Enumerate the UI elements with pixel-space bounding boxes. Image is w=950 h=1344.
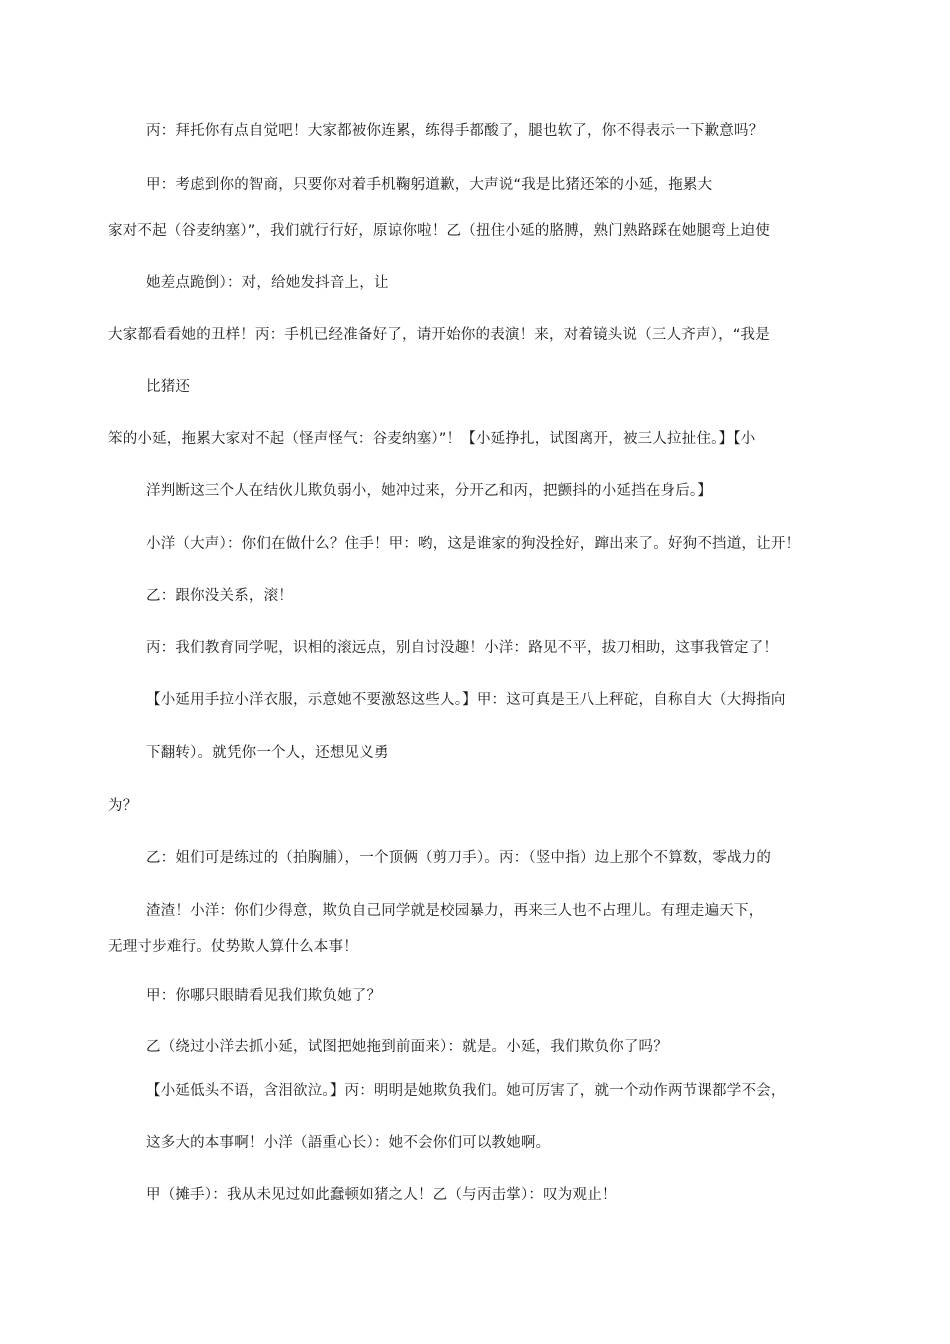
text-line: 大家都看看她的丑样！丙：手机已经准备好了，请开始你的表演！来，对着镜头说（三人齐声），“我是	[108, 327, 770, 343]
text-line: 甲：考虑到你的智商，只要你对着手机鞠躬道歉，大声说“我是比猪还笨的小延，拖累大	[146, 177, 713, 193]
text-line: 无理寸步难行。仗势欺人算什么本事！	[108, 939, 358, 955]
text-line: 为？	[108, 798, 138, 814]
text-line: 渣渣！小洋：你们少得意，欺负自己同学就是校园暴力，再来三人也不占理儿。有理走遍天下，	[146, 903, 764, 919]
text-line: 她差点跪倒）：对，给她发抖音上，让	[146, 275, 389, 291]
text-line: 洋判断这三个人在结伙儿欺负弱小，她冲过来，分开乙和丙，把颤抖的小延挡在身后。】	[146, 483, 713, 499]
text-line: 乙（绕过小洋去抓小延，试图把她拖到前面来）：就是。小延，我们欺负你了吗？	[146, 1039, 668, 1055]
text-line: 丙：我们教育同学呢，识相的滚远点，别自讨没趣！小洋：路见不平，拔刀相助，这事我管定了！	[146, 640, 779, 656]
text-line: 甲（摊手）：我从未见过如此蠢顿如猪之人！乙（与丙击掌）：叹为观止！	[146, 1187, 617, 1203]
text-line: 乙：跟你没关系，滚！	[146, 588, 293, 604]
text-line: 【小延低头不语，含泪欲泣。】丙：明明是她欺负我们。她可厉害了，就一个动作两节课都学不会，	[146, 1083, 786, 1099]
text-line: 家对不起（谷麦纳塞）”，我们就行行好，原谅你啦！乙（扭住小延的胳膊，熟门熟路踩在她腿弯上迫使	[108, 223, 770, 239]
text-line: 这多大的本事啊！小洋（語重心长）：她不会你们可以教她啊。	[146, 1135, 551, 1151]
text-line: 比猪还	[146, 379, 191, 395]
text-line: 下翻转）。就凭你一个人，还想见义勇	[146, 745, 389, 761]
text-line: 笨的小延，拖累大家对不起（怪声怪气：谷麦纳塞）”！【小延挣扎，试图离开，被三人拉扯住。】【小	[108, 431, 756, 447]
text-line: 甲：你哪只眼睛看见我们欺负她了？	[146, 988, 382, 1004]
text-line: 丙：拜托你有点自觉吧！大家都被你连累，练得手都酸了，腿也软了，你不得表示一下歉意吗？	[146, 123, 764, 139]
text-line: 小洋（大声）：你们在做什么？住手！甲：哟，这是谁家的狗没拴好，蹿出来了。好狗不挡道，让开！	[146, 536, 801, 552]
text-line: 乙：姐们可是练过的（拍胸脯），一个顶俩（剪刀手）。丙：（竖中指）边上那个不算数，零战力的	[146, 850, 772, 866]
text-line: 【小延用手拉小洋衣服，示意她不要激怒这些人。】甲：这可真是王八上秤砣，自称自大（大拇指向	[146, 692, 786, 708]
